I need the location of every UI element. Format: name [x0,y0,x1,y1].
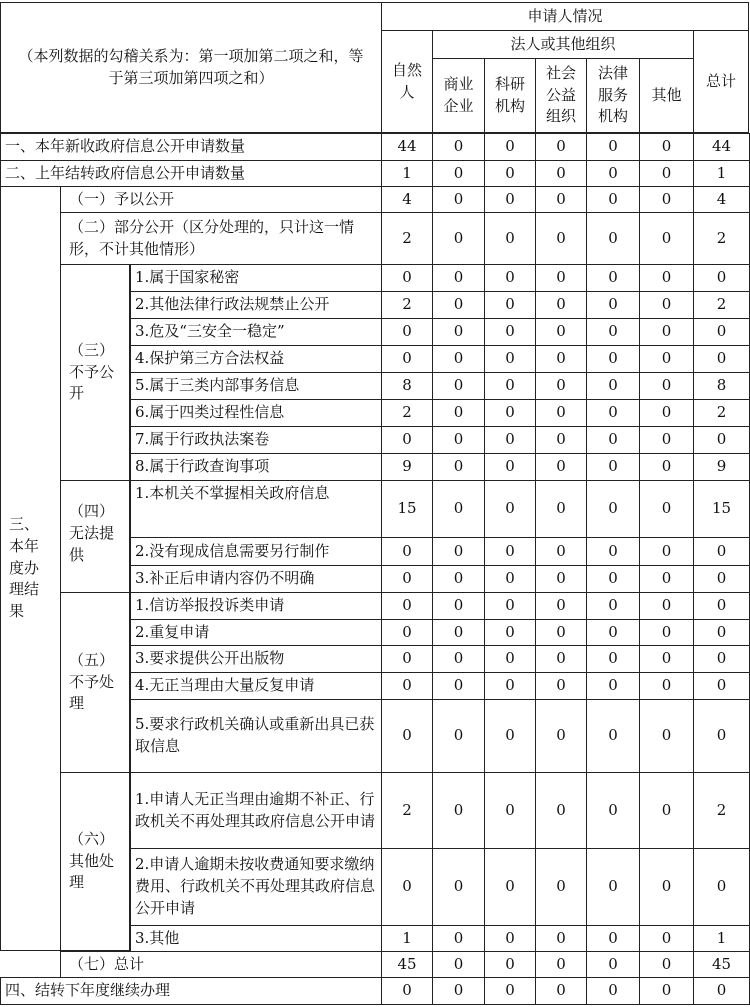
value-cell: 0 [484,264,536,292]
value-cell: 0 [432,699,485,773]
value-cell: 0 [586,291,640,319]
value-cell: 0 [639,399,694,427]
row-label: 5.属于三类内部事务信息 [130,372,382,400]
value-cell: 0 [586,672,640,700]
value-cell: 0 [484,699,536,773]
value-cell: 0 [535,592,587,620]
value-cell: 0 [586,133,640,161]
value-cell: 0 [381,318,433,346]
value-cell: 0 [381,645,433,673]
value-cell: 0 [586,619,640,646]
value-cell: 0 [535,399,587,427]
value-cell: 0 [586,848,640,926]
row-label: 2.重复申请 [130,619,382,646]
value-cell: 0 [432,160,485,187]
row-label: 4.保护第三方合法权益 [130,345,382,373]
value-cell: 0 [586,925,640,952]
value-cell: 0 [693,699,750,773]
row-label: 3.补正后申请内容仍不明确 [130,565,382,593]
row-label: 一、本年新收政府信息公开申请数量 [0,133,382,161]
row-label: 四、结转下年度继续办理 [0,977,382,1005]
value-cell: 0 [639,345,694,373]
row-label: 1.申请人无正当理由逾期不补正、行政机关不再处理其政府信息公开申请 [130,772,382,849]
row-label: 6.属于四类过程性信息 [130,399,382,427]
value-cell: 1 [693,160,750,187]
value-cell: 0 [639,977,694,1005]
value-cell: 0 [484,977,536,1005]
row-label: 1.属于国家秘密 [130,264,382,292]
value-cell: 0 [535,345,587,373]
value-cell: 44 [381,133,433,161]
value-cell: 44 [693,133,750,161]
row-label: 2.没有现成信息需要另行制作 [130,537,382,566]
value-cell: 2 [381,212,433,265]
value-cell: 0 [535,291,587,319]
header-applicant-situation: 申请人情况 [381,2,749,31]
value-cell: 0 [484,480,536,538]
value-cell: 0 [639,925,694,952]
value-cell: 0 [535,212,587,265]
value-cell: 0 [639,291,694,319]
value-cell: 0 [639,426,694,454]
value-cell: 0 [693,426,750,454]
value-cell: 0 [639,619,694,646]
value-cell: 0 [432,537,485,566]
value-cell: 0 [484,645,536,673]
value-cell: 0 [693,318,750,346]
row-label: 3.危及“三安全一稳定” [130,318,382,346]
value-cell: 0 [484,372,536,400]
value-cell: 0 [693,565,750,593]
value-cell: 45 [381,951,433,978]
value-cell: 0 [693,645,750,673]
row-label: 1.本机关不掌握相关政府信息 [130,480,382,538]
value-cell: 0 [639,951,694,978]
value-cell: 0 [432,453,485,481]
value-cell: 2 [693,291,750,319]
value-cell: 0 [586,977,640,1005]
value-cell: 1 [381,925,433,952]
value-cell: 0 [432,672,485,700]
value-cell: 15 [693,480,750,538]
value-cell: 0 [381,264,433,292]
value-cell: 0 [381,537,433,566]
value-cell: 0 [432,848,485,926]
value-cell: 0 [381,345,433,373]
header-legal-or-other: 法人或其他组织 [432,30,694,59]
row-label: 1.信访举报投诉类申请 [130,592,382,620]
value-cell: 0 [535,925,587,952]
header-col-legal-service: 法律服务机构 [586,58,640,133]
value-cell: 0 [586,345,640,373]
value-cell: 0 [535,672,587,700]
value-cell: 0 [535,318,587,346]
value-cell: 0 [381,619,433,646]
value-cell: 0 [484,318,536,346]
value-cell: 0 [484,951,536,978]
row-label: 二、上年结转政府信息公开申请数量 [0,160,382,187]
value-cell: 0 [639,318,694,346]
header-col-other: 其他 [639,58,694,133]
value-cell: 0 [639,480,694,538]
value-cell: 0 [432,345,485,373]
row-label: 8.属于行政查询事项 [130,453,382,481]
row-label: 2.其他法律行政法规禁止公开 [130,291,382,319]
row-label: （二）部分公开（区分处理的，只计这一情形，不计其他情形） [60,212,382,265]
row-label: 4.无正当理由大量反复申请 [130,672,382,700]
group-other-processing: （六）其他处理 [60,772,130,951]
value-cell: 0 [432,977,485,1005]
value-cell: 0 [535,772,587,849]
value-cell: 0 [432,186,485,213]
value-cell: 0 [586,645,640,673]
value-cell: 0 [484,426,536,454]
value-cell: 4 [693,186,750,213]
value-cell: 2 [693,212,750,265]
value-cell: 0 [586,592,640,620]
value-cell: 0 [432,772,485,849]
value-cell: 4 [381,186,433,213]
header-col-total: 总计 [693,30,749,133]
value-cell: 0 [535,160,587,187]
value-cell: 0 [586,212,640,265]
header-natural-person: 自然人 [381,30,433,133]
value-cell: 0 [381,699,433,773]
value-cell: 0 [535,264,587,292]
row-label: （一）予以公开 [60,186,382,213]
value-cell: 0 [535,133,587,161]
value-cell: 2 [381,772,433,849]
value-cell: 0 [639,645,694,673]
value-cell: 8 [693,372,750,400]
value-cell: 0 [484,925,536,952]
row-label: 3.要求提供公开出版物 [130,645,382,673]
value-cell: 0 [484,537,536,566]
value-cell: 0 [484,345,536,373]
value-cell: 0 [432,619,485,646]
value-cell: 0 [484,133,536,161]
value-cell: 0 [535,848,587,926]
value-cell: 0 [639,264,694,292]
value-cell: 0 [586,480,640,538]
value-cell: 0 [432,645,485,673]
value-cell: 0 [693,537,750,566]
value-cell: 0 [639,672,694,700]
value-cell: 0 [535,977,587,1005]
value-cell: 0 [586,264,640,292]
value-cell: 0 [381,565,433,593]
value-cell: 9 [693,453,750,481]
value-cell: 0 [535,565,587,593]
group-cannot-provide: （四）无法提供 [60,480,130,593]
value-cell: 0 [586,565,640,593]
value-cell: 0 [535,645,587,673]
value-cell: 0 [484,592,536,620]
value-cell: 0 [693,977,750,1005]
value-cell: 0 [693,592,750,620]
value-cell: 45 [693,951,750,978]
value-cell: 0 [639,699,694,773]
value-cell: 0 [381,848,433,926]
value-cell: 0 [381,592,433,620]
value-cell: 0 [639,848,694,926]
value-cell: 0 [586,699,640,773]
value-cell: 9 [381,453,433,481]
value-cell: 0 [535,537,587,566]
value-cell: 0 [535,619,587,646]
value-cell: 0 [639,592,694,620]
value-cell: 0 [432,951,485,978]
value-cell: 0 [432,318,485,346]
value-cell: 0 [639,212,694,265]
value-cell: 0 [535,453,587,481]
value-cell: 0 [484,160,536,187]
value-cell: 0 [432,426,485,454]
value-cell: 0 [484,772,536,849]
value-cell: 0 [484,212,536,265]
value-cell: 0 [432,264,485,292]
value-cell: 0 [484,565,536,593]
value-cell: 0 [586,399,640,427]
value-cell: 0 [535,699,587,773]
value-cell: 0 [484,291,536,319]
value-cell: 0 [639,772,694,849]
value-cell: 0 [586,186,640,213]
row-label: 2.申请人逾期未按收费通知要求缴纳费用、行政机关不再处理其政府信息公开申请 [130,848,382,926]
value-cell: 0 [586,772,640,849]
value-cell: 15 [381,480,433,538]
value-cell: 0 [639,160,694,187]
value-cell: 0 [535,951,587,978]
value-cell: 0 [484,848,536,926]
value-cell: 0 [639,565,694,593]
value-cell: 0 [432,291,485,319]
value-cell: 0 [381,672,433,700]
header-col-business: 商业企业 [432,58,485,133]
value-cell: 0 [586,537,640,566]
group-section-3: 三、本年度办理结果 [0,186,61,951]
value-cell: 0 [484,453,536,481]
value-cell: 1 [693,925,750,952]
value-cell: 2 [693,772,750,849]
value-cell: 0 [639,372,694,400]
row-label: 7.属于行政执法案卷 [130,426,382,454]
value-cell: 2 [693,399,750,427]
value-cell: 0 [432,372,485,400]
header-col-public-welfare: 社会公益组织 [535,58,587,133]
row-label: （七）总计 [60,951,382,978]
value-cell: 0 [484,399,536,427]
value-cell: 0 [639,186,694,213]
value-cell: 0 [586,160,640,187]
group-not-processed: （五）不予处理 [60,592,130,773]
value-cell: 0 [432,925,485,952]
value-cell: 0 [535,186,587,213]
value-cell: 0 [381,426,433,454]
value-cell: 0 [432,565,485,593]
value-cell: 0 [484,672,536,700]
value-cell: 0 [639,537,694,566]
value-cell: 0 [535,480,587,538]
value-cell: 0 [484,186,536,213]
value-cell: 1 [381,160,433,187]
value-cell: 2 [381,291,433,319]
row-label: 5.要求行政机关确认或重新出具已获取信息 [130,699,382,773]
value-cell: 0 [693,264,750,292]
value-cell: 0 [535,426,587,454]
value-cell: 2 [381,399,433,427]
value-cell: 0 [381,977,433,1005]
value-cell: 0 [484,619,536,646]
value-cell: 0 [639,133,694,161]
value-cell: 0 [586,372,640,400]
group-not-disclosed: （三）不予公开 [60,264,130,481]
value-cell: 0 [432,133,485,161]
value-cell: 0 [432,212,485,265]
value-cell: 0 [693,619,750,646]
header-col-research: 科研机构 [484,58,536,133]
value-cell: 0 [693,848,750,926]
value-cell: 0 [586,951,640,978]
value-cell: 0 [639,453,694,481]
value-cell: 0 [693,672,750,700]
value-cell: 0 [432,480,485,538]
header-note: （本列数据的勾稽关系为：第一项加第二项之和，等于第三项加第四项之和） [0,2,382,133]
value-cell: 8 [381,372,433,400]
value-cell: 0 [432,399,485,427]
row-label: 3.其他 [130,925,382,952]
value-cell: 0 [693,345,750,373]
value-cell: 0 [586,318,640,346]
value-cell: 0 [586,426,640,454]
value-cell: 0 [432,592,485,620]
value-cell: 0 [586,453,640,481]
value-cell: 0 [535,372,587,400]
